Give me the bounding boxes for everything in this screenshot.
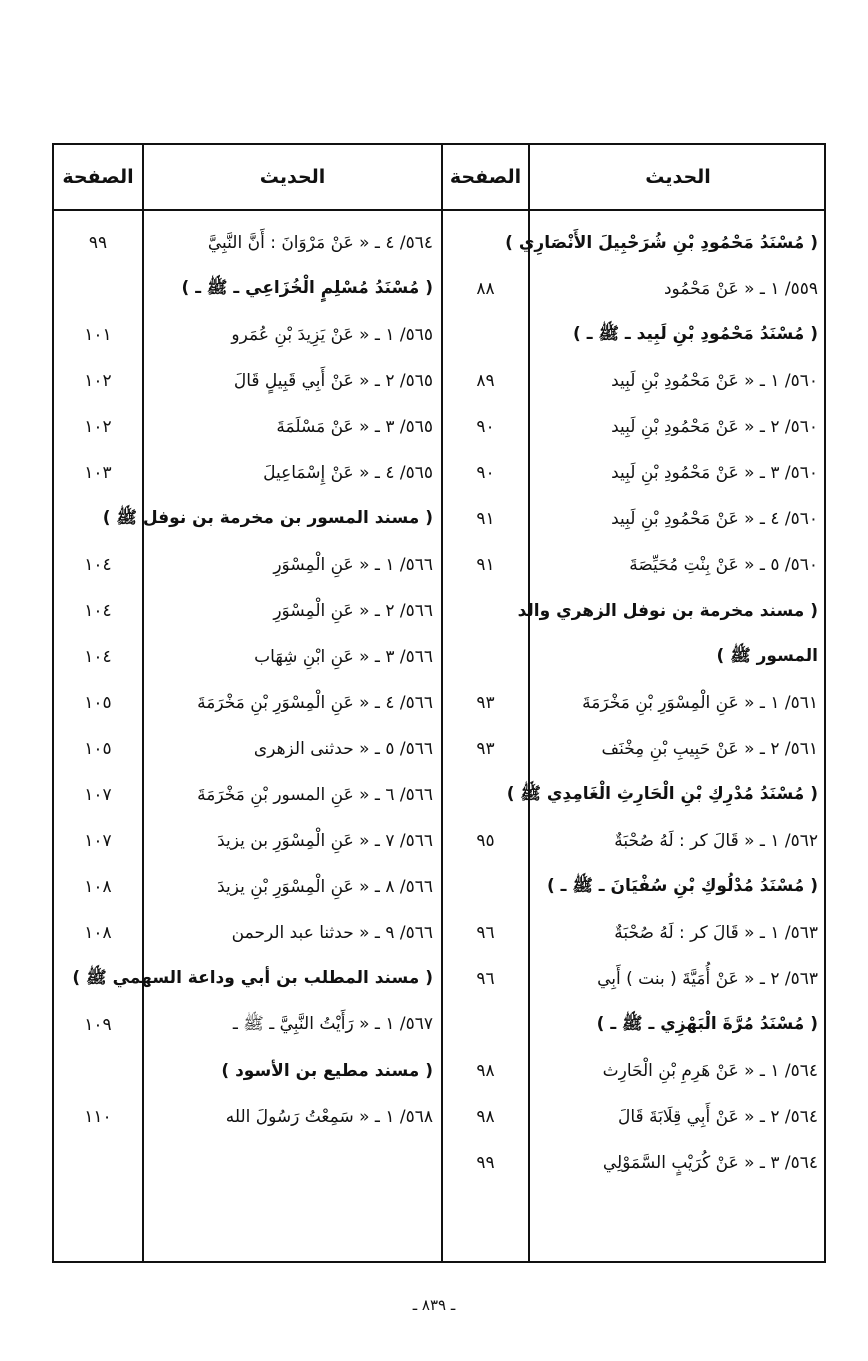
hadith-entry: ٥٦٦/ ٦ ـ « عَنِ المسور بْنِ مَخْرَمَةَ [197, 785, 433, 805]
section-heading: ( مسند مطيع بن الأسود ) [221, 1061, 433, 1081]
hadith-entry: ٥٦٦/ ٢ ـ « عَنِ الْمِسْوَرِ [273, 601, 433, 621]
page-ref: ٩٥ [476, 831, 495, 851]
page-ref: ١٠٣ [84, 463, 112, 483]
index-table [52, 143, 826, 1263]
hadith-entry: ٥٦٠/ ٢ ـ « عَنْ مَحْمُودِ بْنِ لَبِيد [611, 417, 818, 437]
header-page-left: الصفحة [62, 166, 134, 188]
hadith-entry: ٥٦٨/ ١ ـ « سَمِعْتُ رَسُولَ الله [225, 1107, 433, 1127]
hadith-entry: ٥٦٤/ ٣ ـ « عَنْ كُرَيْبٍ السَّمَوْلِي [602, 1153, 818, 1173]
page-ref: ١٠٧ [84, 785, 112, 805]
section-heading: ( مُسْنَدُ مُسْلِمٍ الْخُزَاعِي ـ ﷺ ـ ) [181, 277, 433, 298]
page-ref: ١٠٨ [84, 923, 112, 943]
hadith-entry: ٥٦٧/ ١ ـ « رَأَيْتُ النَّبِيَّ ـ ﷺ ـ [232, 1013, 433, 1034]
hadith-entry: ٥٦٤/ ٢ ـ « عَنْ أَبِي قِلَابَةَ قَالَ [618, 1107, 818, 1127]
header-page-right: الصفحة [449, 166, 522, 188]
section-heading: ( مُسْنَدُ مَحْمُودِ بْنِ شُرَحْبِيلَ الأَنْصَارِي ) [505, 233, 818, 253]
page-ref: ١٠٧ [84, 831, 112, 851]
hadith-entry: ٥٦١/ ١ ـ « عَنِ الْمِسْوَرِ بْنِ مَخْرَمَةَ [582, 693, 818, 713]
section-heading: ( مُسْنَدُ مُرَّةَ الْبَهْزِي ـ ﷺ ـ ) [596, 1013, 818, 1034]
hadith-entry: ٥٦٦/ ٥ ـ « حدثنى الزهرى [253, 739, 433, 759]
page-ref: ١٠٤ [84, 647, 112, 667]
page-ref: ٩٦ [476, 923, 495, 943]
hadith-entry: ٥٦٦/ ٩ ـ « حدثنا عبد الرحمن [231, 923, 433, 943]
page-ref: ٨٩ [476, 371, 495, 391]
hadith-entry: ٥٦٠/ ٤ ـ « عَنْ مَحْمُودِ بْنِ لَبِيد [611, 509, 818, 529]
hadith-entry: ٥٦٣/ ٢ ـ « عَنْ أُمَيَّةَ ( بنت ) أَبِي [597, 969, 818, 989]
page-ref: ٩٩ [88, 233, 108, 253]
page-ref: ١٠٩ [84, 1015, 112, 1035]
section-heading: ( مُسْنَدُ مُدْلُوكِ بْنِ سُفْيَانَ ـ ﷺ ـ ) [546, 875, 818, 896]
hadith-entry: ٥٦٥/ ٣ ـ « عَنْ مَسْلَمَةَ [276, 417, 433, 437]
section-heading: ( مسند المطلب بن أبي وداعة السهمي ﷺ ) [72, 967, 433, 988]
hadith-entry: ٥٦٦/ ٤ ـ « عَنِ الْمِسْوَرِ بْنِ مَخْرَمَةَ [197, 693, 433, 713]
hadith-entry: ٥٦٥/ ٢ ـ « عَنْ أَبِي قَبِيلٍ قَالَ [233, 371, 433, 391]
section-heading: ( مُسْنَدُ مُدْرِكِ بْنِ الْحَارِثِ الْغَامِدِي ﷺ ) [506, 783, 818, 804]
hadith-entry: ٥٥٩/ ١ ـ « عَنْ مَحْمُود [663, 279, 818, 299]
page-ref: ١١٠ [84, 1107, 112, 1127]
page-ref: ١٠٢ [84, 371, 112, 391]
section-heading: ( مسند مخرمة بن نوفل الزهري والد [517, 601, 818, 621]
hadith-entry: ٥٦٠/ ٥ ـ « عَنْ بِنْتِ مُحَيِّصَةَ [629, 555, 818, 575]
page-ref: ٩٣ [476, 739, 495, 759]
page-ref: ٩٦ [476, 969, 495, 989]
page-ref: ١٠٥ [84, 739, 112, 759]
hadith-entry: ٥٦٥/ ٤ ـ « عَنْ إِسْمَاعِيلَ [263, 463, 433, 483]
section-heading: ( مسند المسور بن مخرمة بن نوفل ﷺ ) [102, 507, 433, 528]
hadith-entry: ٥٦٣/ ١ ـ « قَالَ كر : لَهُ صُحْبَةٌ [614, 923, 818, 943]
page-ref: ١٠١ [84, 325, 112, 345]
hadith-entry: ٥٦٠/ ٣ ـ « عَنْ مَحْمُودِ بْنِ لَبِيد [611, 463, 818, 483]
page-ref: ١٠٥ [84, 693, 112, 713]
header-hadith-right: الحديث [645, 166, 711, 188]
page-ref: ٩٠ [476, 463, 495, 483]
header-divider [54, 209, 824, 211]
hadith-entry: ٥٦٦/ ٣ ـ « عَنِ ابْنِ شِهَاب [254, 647, 433, 667]
page-ref: ٩٨ [476, 1107, 495, 1127]
hadith-entry: ٥٦٠/ ١ ـ « عَنْ مَحْمُودِ بْنِ لَبِيد [611, 371, 818, 391]
hadith-entry: ٥٦٥/ ١ ـ « عَنْ يَزِيدَ بْنِ عُمَرو [231, 325, 433, 345]
hadith-entry: ٥٦١/ ٢ ـ « عَنْ حَبِيبِ بْنِ مِخْنَف [601, 739, 818, 759]
page-ref: ١٠٨ [84, 877, 112, 897]
page-ref: ١٠٢ [84, 417, 112, 437]
hadith-entry: ٥٦٦/ ١ ـ « عَنِ الْمِسْوَرِ [273, 555, 433, 575]
page-ref: ٩٣ [476, 693, 495, 713]
hadith-entry: ٥٦٢/ ١ ـ « قَالَ كر : لَهُ صُحْبَةٌ [614, 831, 818, 851]
page-ref: ٩١ [476, 509, 495, 529]
page-ref: ٩٨ [476, 1061, 495, 1081]
section-heading: المسور ﷺ ) [716, 645, 818, 666]
page-ref: ٩٩ [476, 1153, 495, 1173]
hadith-entry: ٥٦٤/ ١ ـ « عَنْ هَرِمِ بْنِ الْحَارِث [602, 1061, 818, 1081]
header-hadith-left: الحديث [259, 166, 326, 188]
hadith-entry: ٥٦٦/ ٧ ـ « عَنِ الْمِسْوَرِ بن يزيدَ [217, 831, 433, 851]
page-ref: ٨٨ [476, 279, 495, 299]
page-ref: ١٠٤ [84, 601, 112, 621]
page-ref: ٩١ [476, 555, 495, 575]
section-heading: ( مُسْنَدُ مَحْمُودِ بْنِ لَبِيد ـ ﷺ ـ ) [573, 323, 818, 344]
page-number: ـ ٨٣٩ ـ [412, 1296, 456, 1314]
hadith-entry: ٥٦٤/ ٤ ـ « عَنْ مَرْوَانَ : أَنَّ النَّبِيَّ [207, 233, 433, 253]
page-ref: ١٠٤ [84, 555, 112, 575]
page-ref: ٩٠ [476, 417, 495, 437]
hadith-entry: ٥٦٦/ ٨ ـ « عَنِ الْمِسْوَرِ بْنِ يزيدَ [217, 877, 433, 897]
